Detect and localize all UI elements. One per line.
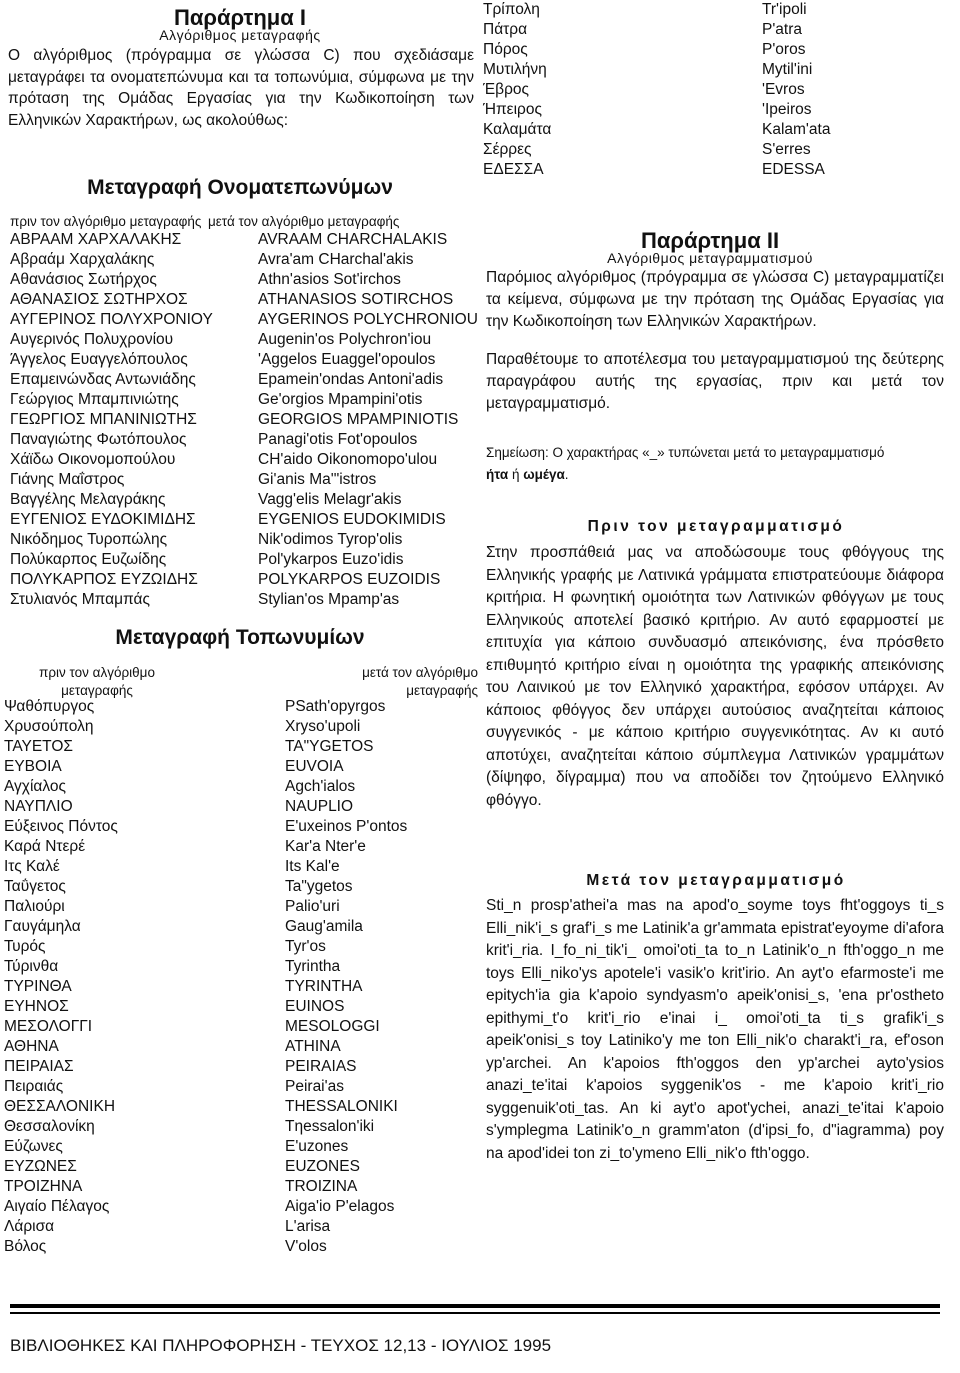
places-col-after-line1: μετά τον αλγόριθμο <box>362 665 478 680</box>
place-before-item: ΕΥΗΝΟΣ <box>4 998 69 1015</box>
place-before-item: Τύρινθα <box>4 958 59 975</box>
place-after-item: TA"YGETOS <box>285 738 374 755</box>
note-bold-eta: ήτα <box>486 467 509 482</box>
name-before-item: Πολύκαρπος Ευζωίδης <box>10 551 167 568</box>
note-text: Σημείωση: Ο χαρακτήρας «_» τυπώνεται μετά το μεταγραμματισμό <box>486 445 885 460</box>
place-before-item: Χρυσούπολη <box>4 718 94 735</box>
place-before-item: Παλιούρι <box>4 898 65 915</box>
place-before-item: ΤΥΡΙΝΘΑ <box>4 978 72 995</box>
place-before-item: Γαυγάμηλα <box>4 918 81 935</box>
places-after-list <box>285 697 407 1257</box>
places-col-before-line1: πριν τον αλγόριθμο <box>39 665 155 680</box>
places-col-after-label <box>278 664 478 700</box>
place-after-item: EUVOIA <box>285 758 344 775</box>
place-after-item: L'arisa <box>285 1218 331 1235</box>
place-before-item: ΕΥΖΩΝΕΣ <box>4 1158 77 1175</box>
name-before-item: Στυλιανός Μπαμπάς <box>10 591 150 608</box>
place-before-item: ΘΕΣΣΑΛΟΝΙΚΗ <box>4 1098 116 1115</box>
place-after-item: PEIRAIAS <box>285 1058 357 1075</box>
after-transliteration-text: Sti_n prosp'athei'a mas na apod'o_soyme toys fht'oggoys ti_s Elli_nik'i_s graf'i_s me Latinik'a gr'ammata epistrat'eyoyme di'afora krit'i_ria. I_fo_ni_tik'i_ omoi'oti_ta to_n Latinik'o_n fth'oggo_n me toys Elli_niko'ys apotele'i vasik'o krit'irio. An ayt'o efarmoste'i me epitych'ia gia k'apoio syndyasm'o apeik'onisi_s, 'ena pr'ostheto epithymi_t'o krit'i_rio e'inai i_ omoi'oti_ta ti_s grafik'i_s apeik'onisi_s toy Latiniko'y me ton Elli_nik'o charakt'i_ra, ef'oson yp'archei. An k'apoios fth'oggos den yp'archei ayto'ysios anazi_te'itai k'apoios syggenik'os - me k'apoio krit'i_rio syggenuik'oti_tas. An ki ayt'o apot'ychei, anazi_te'itai k'apoio s'ymplegma Latinik'o_n gramm'aton (d'ipsi_fo, d"iagramma) poy na apod'idei ton zi_to'ymeno Elli_nik'o fth'oggo. <box>486 897 944 1162</box>
place-after-item: EUZONES <box>285 1158 360 1175</box>
place-before-item: ΠΕΙΡΑΙΑΣ <box>4 1058 74 1075</box>
appendix-2-intro-2: Παραθέτουμε το αποτέλεσμα του μεταγραμματισμού της δεύτερης παραγράφου αυτής της εργασίας, πριν και μετά τον μεταγραμματισμό. <box>486 351 944 412</box>
name-before-item: Χάϊδω Οικονομοπούλου <box>10 451 176 468</box>
name-before-item: ΑΥΓΕΡΙΝΟΣ ΠΟΛΥΧΡΟΝΙΟΥ <box>10 311 213 328</box>
place-continued-before-item: Σέρρες <box>483 141 532 158</box>
note-mid: ή <box>508 467 524 482</box>
names-after-list <box>258 230 478 610</box>
name-after-item: AYGERINOS POLYCHRONIOU <box>258 311 478 328</box>
name-before-item: Παναγιώτης Φωτόπουλος <box>10 431 187 448</box>
place-before-item: Εύξεινος Πόντος <box>4 818 118 835</box>
appendix-2-intro: Παρόμιος αλγόριθμος (πρόγραμμα σε γλώσσα C) μεταγραμματίζει τα κείμενα, σύμφωνα με την πρόταση της Ομάδας Εργασίας για την Κωδικοποίηση των Ελληνικών Χαρακτήρων. <box>486 269 944 330</box>
appendix-2-subtitle: Αλγόριθμος μεταγραμματισμού <box>607 250 813 266</box>
place-after-item: TROIZINA <box>285 1178 358 1195</box>
place-continued-before-item: Τρίπολη <box>483 1 540 18</box>
names-before-list <box>10 230 213 610</box>
footer-text: ΒΙΒΛΙΟΘΗΚΕΣ ΚΑΙ ΠΛΗΡΟΦΟΡΗΣΗ - ΤΕΥΧΟΣ 12,13 - ΙΟΥΛΙΟΣ 1995 <box>10 1336 552 1355</box>
place-continued-before-item: Έβρος <box>483 81 529 98</box>
place-after-item: TYRINTHA <box>285 978 363 995</box>
name-before-item: ΑΘΑΝΑΣΙΟΣ ΣΩΤΗΡΧΟΣ <box>10 291 188 308</box>
place-after-item: Its Kal'e <box>285 858 340 875</box>
places-before-list <box>4 697 118 1257</box>
place-before-item: Τυρός <box>4 938 46 955</box>
name-after-item: Ge'orgios Mpampini'otis <box>258 391 423 408</box>
name-after-item: CH'aido Oikonomopo'ulou <box>258 451 438 468</box>
places-col-before-label <box>12 664 182 700</box>
before-transliteration-heading: Πριν τον μεταγραμματισμό <box>587 518 845 535</box>
place-before-item: Πειραιάς <box>4 1078 64 1095</box>
before-transliteration-text: Στην προσπάθειά μας να αποδώσουμε τους φθόγγους της Ελληνικής γραφής με Λατινικά γράμματα επιστρατεύουμε διάφορα κριτήρια. Η φωνητική ομοιότητα των Λατινικών φθόγγων με τους Ελληνικούς αποτελεί βασικό κριτήριο. Αν αυτό εφαρμοστεί με επιτυχία για κάποιο συνδυασμό απεικόνισης, ένα πρόσθετο επιθυμητό κριτήριο είναι η ομοιότητα της γραφικής απεικόνισης του Λαινικού με τον Ελληνικό χαρακτήρα, εφόσον υπάρχει. Αν κάποιος φθόγγος δεν υπάρχει αυτούσιος αναζητείται κάποιος συγγενικός - με κάποιο κριτήριο συγγενικότητας. Αν κι αυτό αποτύχει, αναζητείται κάποιο σύμπλεγμα Λατινικών γραμμάτων (δίψηφο, δίγραμμα) που να αποδίδει τον ζητούμενο Ελληνικό φθόγγο. <box>486 544 944 809</box>
place-continued-after-item: 'Evros <box>762 81 805 98</box>
note-bold-omega: ωμέγα <box>523 467 565 482</box>
place-before-item: Αγχίαλος <box>4 778 66 795</box>
place-after-item: Peirai'as <box>285 1078 344 1095</box>
place-before-item: Ιτς Καλέ <box>4 858 60 875</box>
name-after-item: ATHANASIOS SOTIRCHOS <box>258 291 454 308</box>
name-after-item: POLYKARPOS EUZOIDIS <box>258 571 441 588</box>
place-before-item: ΝΑΥΠΛΙΟ <box>4 798 73 815</box>
place-after-item: EUINOS <box>285 998 345 1015</box>
name-before-item: Άγγελος Ευαγγελόπουλος <box>10 351 188 368</box>
place-continued-before-item: Πόρος <box>483 41 528 58</box>
name-after-item: Athn'asios Sot'irchos <box>258 271 401 288</box>
name-after-item: Avra'am CHarchal'akis <box>258 251 414 268</box>
name-before-item: Γιάνης Μαΐστρος <box>10 471 125 488</box>
appendix-2-title: Παράρτημα ΙΙ <box>640 228 780 253</box>
names-col-before-label: πριν τον αλγόριθμο μεταγραφής <box>10 214 202 229</box>
place-before-item: ΜΕΣΟΛΟΓΓΙ <box>4 1018 93 1035</box>
name-after-item: AVRAAM CHARCHALAKIS <box>258 231 448 248</box>
name-after-item: EYGENIOS EUDOKIMIDIS <box>258 511 446 528</box>
name-before-item: Γεώργιος Μπαμπινιώτης <box>10 391 179 408</box>
name-before-item: Επαμεινώνδας Αντωνιάδης <box>10 371 196 388</box>
place-after-item: NAUPLIO <box>285 798 354 815</box>
place-after-item: Tyrintha <box>285 958 341 975</box>
place-continued-after-item: P'oros <box>762 41 806 58</box>
place-continued-after-item: S'erres <box>762 141 811 158</box>
name-after-item: GEORGIOS MPAMPINIOTIS <box>258 411 459 428</box>
place-before-item: ΑΘΗΝΑ <box>4 1038 59 1055</box>
places-continued-before-list <box>483 0 551 180</box>
place-before-item: Βόλος <box>4 1238 47 1255</box>
name-before-item: Αθανάσιος Σωτήρχος <box>10 271 157 288</box>
name-before-item: ΠΟΛΥΚΑΡΠΟΣ ΕΥΖΩΙΔΗΣ <box>10 571 198 588</box>
place-before-item: Λάρισα <box>4 1218 55 1235</box>
place-before-item: ΤΑΥΕΤΟΣ <box>4 738 74 755</box>
place-after-item: PSath'opyrgos <box>285 698 386 715</box>
name-before-item: ΑΒΡΑΑΜ ΧΑΡΧΑΛΑΚΗΣ <box>10 231 182 248</box>
place-continued-after-item: Kalam'ata <box>762 121 831 138</box>
place-before-item: Ταΰγετος <box>4 878 66 895</box>
place-before-item: ΕΥΒΟΙΑ <box>4 758 62 775</box>
name-before-item: Αυγερινός Πολυχρονίου <box>10 331 174 348</box>
place-before-item: Καρά Ντερέ <box>4 838 86 855</box>
place-after-item: Agch'ialos <box>285 778 356 795</box>
places-col-before-line2: μεταγραφής <box>61 683 133 698</box>
place-after-item: E'uxeinos P'ontos <box>285 818 408 835</box>
place-continued-after-item: Mytil'ini <box>762 61 813 78</box>
place-after-item: MESOLOGGI <box>285 1018 380 1035</box>
place-continued-after-item: EDESSA <box>762 161 825 178</box>
after-transliteration-heading: Μετά τον μεταγραμματισμό <box>586 872 846 889</box>
appendix-1-intro: Ο αλγόριθμος (πρόγραμμα σε γλώσσα C) που σχεδιάσαμε μεταγράφει τα ονοματεπώνυμα και τα τοπωνύμια, σύμφωνα με την πρόταση της Ομάδας Εργασίας για την Κωδικοποίηση των Ελληνικών Χαρακτήρων, ως ακολούθως: <box>8 47 474 129</box>
places-col-after-line2: μεταγραφής <box>406 683 478 698</box>
place-after-item: Ta"ygetos <box>285 878 353 895</box>
footer-rule-thin <box>10 1312 940 1314</box>
appendix-2-note <box>486 442 948 486</box>
place-after-item: E'uzones <box>285 1138 349 1155</box>
place-continued-before-item: Πάτρα <box>483 21 528 38</box>
name-after-item: Vagg'elis Melagr'akis <box>258 491 402 508</box>
place-after-item: Palio'uri <box>285 898 340 915</box>
name-before-item: Βαγγέλης Μελαγράκης <box>10 491 166 508</box>
place-continued-before-item: Μυτιλήνη <box>483 61 547 78</box>
places-continued-after-list <box>762 0 830 180</box>
name-before-item: ΕΥΓΕΝΙΟΣ ΕΥΔΟΚΙΜΙΔΗΣ <box>10 511 196 528</box>
name-after-item: Gi'anis Ma'"istros <box>258 471 377 488</box>
place-continued-after-item: 'Ipeiros <box>762 101 812 118</box>
place-after-item: Gaug'amila <box>285 918 363 935</box>
place-after-item: Kar'a Nter'e <box>285 838 366 855</box>
place-before-item: Εύζωνες <box>4 1138 63 1155</box>
names-heading: Μεταγραφή Ονοματεπωνύμων <box>87 176 393 199</box>
name-after-item: Panagi'otis Fot'opoulos <box>258 431 418 448</box>
places-heading: Μεταγραφή Τοπωνυμίων <box>115 626 365 649</box>
name-before-item: ΓΕΩΡΓΙΟΣ ΜΠΑΝΙΝΙΩΤΗΣ <box>10 411 197 428</box>
place-before-item: ΤΡΟΙΖΗΝΑ <box>4 1178 83 1195</box>
name-after-item: 'Aggelos Euaggel'opoulos <box>258 351 436 368</box>
place-continued-before-item: Καλαμάτα <box>483 121 552 138</box>
place-after-item: V'olos <box>285 1238 327 1255</box>
place-before-item: Θεσσαλονίκη <box>4 1118 95 1135</box>
name-after-item: Augenin'os Polychron'iou <box>258 331 432 348</box>
place-after-item: THESSALONIKI <box>285 1098 398 1115</box>
place-continued-before-item: ΕΔΕΣΣΑ <box>483 161 544 178</box>
name-before-item: Νικόδημος Τυροπώλης <box>10 531 168 548</box>
place-before-item: Ψαθόπυργος <box>4 698 95 715</box>
place-before-item: Αιγαίο Πέλαγος <box>4 1198 110 1215</box>
note-end: . <box>564 467 569 482</box>
name-after-item: Nik'odimos Tyrop'olis <box>258 531 403 548</box>
place-after-item: Xryso'upoli <box>285 718 361 735</box>
place-continued-after-item: P'atra <box>762 21 803 38</box>
place-continued-before-item: Ήπειρος <box>483 101 542 118</box>
place-after-item: Tyr'os <box>285 938 326 955</box>
name-after-item: Epamein'ondas Antoni'adis <box>258 371 444 388</box>
name-after-item: Stylian'os Mpamp'as <box>258 591 400 608</box>
appendix-1-title: Παράρτημα Ι <box>173 5 306 30</box>
name-before-item: Αβραάμ Χαρχαλάκης <box>10 251 155 268</box>
place-after-item: Aiga'io P'elagos <box>285 1198 395 1215</box>
place-after-item: Tηessalon'iki <box>285 1118 375 1135</box>
appendix-1-subtitle: Αλγόριθμος μεταγραφής <box>159 27 321 43</box>
names-col-after-label: μετά τον αλγόριθμο μεταγραφής <box>208 214 400 229</box>
place-after-item: ATHINA <box>285 1038 341 1055</box>
place-continued-after-item: Tr'ipoli <box>762 1 807 18</box>
footer-rule-thick <box>10 1304 940 1308</box>
name-after-item: Pol'ykarpos Euzo'idis <box>258 551 404 568</box>
